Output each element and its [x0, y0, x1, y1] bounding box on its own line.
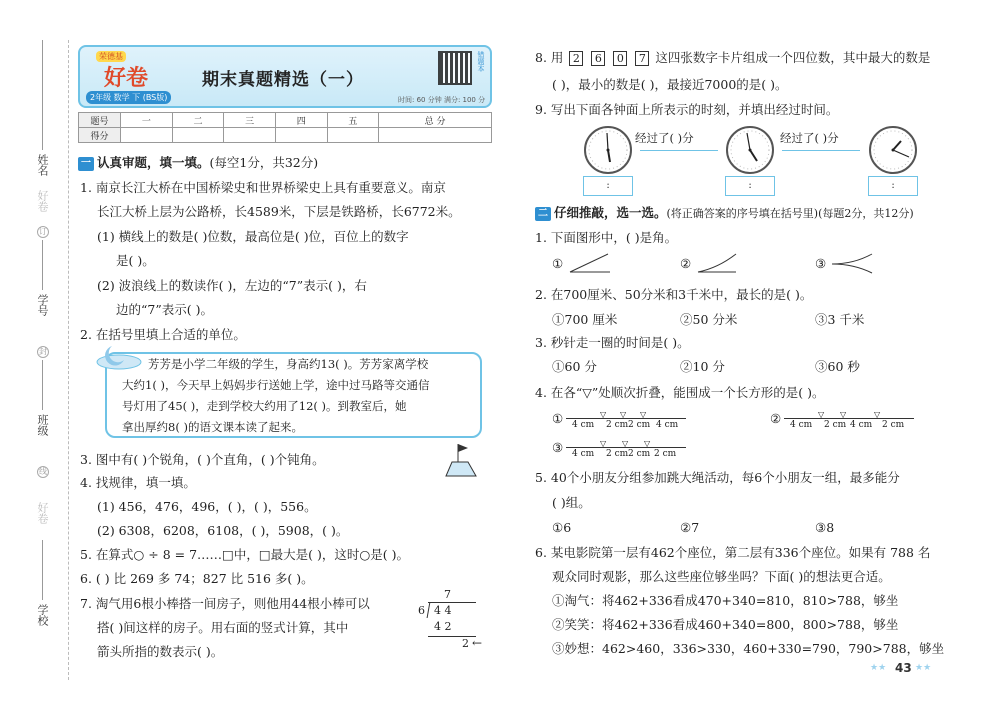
student-no-label: 学号 [36, 294, 49, 316]
table-cell: 五 [327, 113, 379, 128]
fold-strip-1 [566, 412, 686, 434]
cut-mark: 封 [39, 347, 47, 356]
strip-line [784, 418, 914, 419]
binding-line [42, 40, 43, 150]
choice-6-option-2[interactable]: ②笑笑：将462+336看成460+340=800，800>788，够坐 [552, 617, 899, 632]
fold-mark-icon: ▽ [644, 439, 651, 448]
clock-2-icon [725, 125, 775, 175]
choice-6-line-1: 6. 某电影院第一层有462个座位，第二层有336个座位。如果有 788 名 [535, 545, 931, 560]
choice-3-option-3[interactable]: ③60 秒 [815, 359, 860, 374]
table-cell: 四 [275, 113, 327, 128]
time-answer-box-3[interactable]: : [868, 176, 918, 196]
choice-3: 3. 秒针走一圈的时间是( )。 [535, 335, 690, 350]
table-cell: 一 [121, 113, 173, 128]
choice-6-line-2: 观众同时观影，那么这些座位够坐吗？下面( )的想法更合适。 [552, 569, 891, 584]
star-decoration-icon: ★★ [915, 663, 932, 673]
score-cell[interactable] [275, 128, 327, 143]
question-1-line-1: 1. 南京长江大桥在中国桥梁史和世界桥梁史上具有重要意义。南京 [80, 180, 446, 195]
choice-5-option-3[interactable]: ③8 [815, 520, 835, 535]
section-title: 仔细推敲，选一选。 [554, 205, 667, 220]
digit-card: 7 [635, 51, 649, 66]
fold-mark-icon: ▽ [620, 410, 627, 419]
question-6: 6. ( ) 比 269 多 74；827 比 516 多( )。 [80, 571, 314, 586]
length-label: 2 cm [606, 449, 629, 459]
division-bar [428, 602, 476, 603]
fold-mark-icon: ▽ [622, 439, 629, 448]
length-label: 4 cm [850, 420, 873, 430]
cut-mark: 订 [39, 227, 47, 236]
fold-strip-3 [566, 441, 686, 463]
school-label: 学校 [36, 604, 49, 626]
question-1-2-cont: 边的“7”表示( )。 [116, 302, 213, 317]
fold-mark-icon: ▽ [840, 410, 847, 419]
good-mark: 好卷 [36, 190, 49, 212]
question-5: 5. 在算式○ ÷ 8 = 7……□中，□最大是( )，这时○是( )。 [80, 547, 410, 562]
binding-line [42, 240, 43, 290]
clock-1-icon [583, 125, 633, 175]
length-label: 2 cm [882, 420, 905, 430]
choice-6-option-3[interactable]: ③妙想：462>460，336>330，460+330=790，790>788，够坐 [552, 641, 945, 656]
moon-icon [96, 344, 142, 370]
elapsed-1-label: 经过了( )分 [635, 131, 694, 145]
arrow-right-icon [782, 150, 860, 151]
brand [86, 51, 172, 103]
choice-1: 1. 下面图形中，( )是角。 [535, 230, 678, 245]
choice-3-option-1[interactable]: ①60 分 [552, 359, 597, 374]
table-cell: 三 [224, 113, 276, 128]
question-9: 9. 写出下面各钟面上所表示的时刻，并填出经过时间。 [535, 102, 839, 117]
length-label: 4 cm [572, 449, 595, 459]
divisor: 6 [418, 604, 425, 617]
choice-4-option-2[interactable]: ② [770, 411, 782, 426]
choice-5-option-1[interactable]: ①6 [552, 520, 572, 535]
binding-strip [20, 40, 70, 680]
table-cell: 得分 [79, 128, 121, 143]
question-7-line-2: 搭( )间这样的房子。用右面的竖式计算，其中 [97, 620, 349, 635]
cut-mark: 线 [39, 467, 47, 476]
table-cell: 二 [172, 113, 224, 128]
length-label: 2 cm [824, 420, 847, 430]
score-table [78, 112, 492, 143]
table-row [79, 113, 492, 128]
angle-figure-1 [568, 252, 612, 274]
question-1-2: (2) 波浪线上的数读作( )，左边的“7”表示( )，右 [97, 278, 367, 293]
page-number: 43 [895, 661, 912, 675]
fold-mark-icon: ▽ [640, 410, 647, 419]
choice-4-option-3[interactable]: ③ [552, 440, 564, 455]
section-note: (将正确答案的序号填在括号里)(每题2分，共12分) [666, 207, 914, 220]
story-line-1: 芳芳是小学二年级的学生，身高约13( )。芳芳家离学校 [148, 357, 429, 371]
good-mark: 好卷 [36, 502, 49, 524]
question-4-2: (2) 6308，6208，6108，( )，5908，( )。 [97, 523, 349, 538]
question-1-1-cont: 是( )。 [116, 253, 155, 268]
remainder: 2 [462, 637, 469, 650]
fold-mark-icon: ▽ [600, 410, 607, 419]
choice-3-option-2[interactable]: ②10 分 [680, 359, 725, 374]
score-cell[interactable] [121, 128, 173, 143]
product: 4 2 [434, 620, 452, 633]
elapsed-2-label: 经过了( )分 [780, 131, 839, 145]
length-label: 2 cm [628, 420, 651, 430]
choice-5-line-2: ( )组。 [552, 495, 591, 510]
time-info: 时间: 60 分钟 满分: 100 分 [398, 96, 486, 104]
question-7-line-3: 箭头所指的数表示( )。 [97, 644, 224, 659]
question-1-1: (1) 横线上的数是( )位数，最高位是( )位，百位上的数字 [97, 229, 409, 244]
choice-5-line-1: 5. 40个小朋友分组参加跳大绳活动，每6个小朋友一组，最多能分 [535, 470, 900, 485]
story-line-3: 号灯用了45( )，走到学校大约用了12( )。到教室后，她 [122, 399, 407, 413]
arrow-left-icon: ← [472, 636, 483, 650]
dividend: 4 4 [434, 604, 452, 617]
class-label: 班级 [36, 414, 49, 436]
long-division [416, 588, 496, 654]
choice-5-option-2[interactable]: ②7 [680, 520, 700, 535]
length-label: 4 cm [656, 420, 679, 430]
digit-card: 2 [569, 51, 583, 66]
digit-card: 0 [613, 51, 627, 66]
trapezoid-flag-figure [440, 442, 480, 478]
story-line-4: 拿出厚约8( )的语文课本读了起来。 [122, 420, 303, 434]
arrow-right-icon [640, 150, 718, 151]
table-cell: 总 分 [379, 113, 492, 128]
brand-logo: 好卷 [104, 66, 149, 91]
score-cell[interactable] [379, 128, 492, 143]
binding-dashed-line [68, 40, 69, 680]
length-label: 4 cm [572, 420, 595, 430]
time-answer-box-2[interactable]: : [725, 176, 775, 196]
section-1-heading [78, 153, 318, 173]
question-2: 2. 在括号里填上合适的单位。 [80, 327, 246, 342]
choice-4: 4. 在各“▽”处顺次折叠，能围成一个长方形的是( )。 [535, 385, 825, 400]
question-1-line-2: 长江大桥上层为公路桥，长4589米，下层是铁路桥，长6772米。 [97, 204, 461, 219]
page-title: 期末真题精选（一） [202, 70, 364, 90]
story-line-2: 大约1( )，今天早上妈妈步行送她上学，途中过马路等交通信 [122, 378, 430, 392]
question-4-1: (1) 456，476，496，( )，( )，556。 [97, 499, 317, 514]
question-3: 3. 图中有( )个锐角，( )个直角，( )个钝角。 [80, 452, 325, 467]
score-cell[interactable] [172, 128, 224, 143]
choice-6-option-1[interactable]: ①淘气：将462+336看成470+340=810，810>788，够坐 [552, 593, 899, 608]
binding-line [42, 360, 43, 410]
section-note: (每空1分，共32分) [209, 155, 319, 170]
length-label: 4 cm [790, 420, 813, 430]
score-cell[interactable] [327, 128, 379, 143]
question-4: 4. 找规律，填一填。 [80, 475, 196, 490]
clock-3-icon [868, 125, 918, 175]
table-row [79, 128, 492, 143]
quotient: 7 [444, 588, 451, 601]
choice-4-option-1[interactable]: ① [552, 411, 564, 426]
score-cell[interactable] [224, 128, 276, 143]
section-badge: 二 [535, 207, 551, 221]
choice-2-option-2[interactable]: ②50 分米 [680, 312, 738, 327]
curve-figure-3 [830, 252, 874, 274]
choice-2-option-3[interactable]: ③3 千米 [815, 312, 865, 327]
brand-tag: 荣德基 [96, 51, 126, 62]
choice-1-option-3[interactable]: ③ [815, 256, 827, 271]
question-8-suffix: 这四张数字卡片组成一个四位数，其中最大的数是 [655, 50, 931, 65]
digit-card: 6 [591, 51, 605, 66]
choice-2: 2. 在700厘米、50分米和3千米中，最长的是( )。 [535, 287, 813, 302]
brand-subtitle: 2年级 数学 下 (BS版) [86, 91, 171, 104]
length-label: 2 cm [606, 420, 629, 430]
section-title: 认真审题，填一填。 [97, 155, 210, 170]
name-label: 姓名 [36, 154, 49, 176]
fold-mark-icon: ▽ [874, 410, 881, 419]
time-answer-box-1[interactable]: : [583, 176, 633, 196]
table-cell: 题号 [79, 113, 121, 128]
fold-mark-icon: ▽ [600, 439, 607, 448]
fold-strip-2 [784, 412, 914, 434]
binding-line [42, 540, 43, 600]
choice-1-option-2[interactable]: ② [680, 256, 692, 271]
star-decoration-icon: ★★ [870, 663, 887, 673]
length-label: 2 cm [628, 449, 651, 459]
question-8-prefix: 8. 用 [535, 50, 564, 65]
fold-mark-icon: ▽ [818, 410, 825, 419]
question-7-line-1: 7. 淘气用6根小棒搭一间房子，则他用44根小棒可以 [80, 596, 370, 611]
length-label: 2 cm [654, 449, 677, 459]
division-bracket [427, 602, 431, 618]
choice-2-option-1[interactable]: ①700 厘米 [552, 312, 618, 327]
question-8 [535, 48, 930, 68]
question-8-line-2: ( )，最小的数是( )，最接近7000的是( )。 [552, 77, 788, 92]
section-2-heading [535, 203, 914, 224]
section-badge: 一 [78, 157, 94, 171]
exam-header [78, 45, 492, 108]
curve-figure-2 [696, 252, 740, 274]
qr-tag: 错题本 [477, 51, 485, 72]
choice-1-option-1[interactable]: ① [552, 256, 564, 271]
qr-code-icon[interactable] [438, 51, 472, 85]
